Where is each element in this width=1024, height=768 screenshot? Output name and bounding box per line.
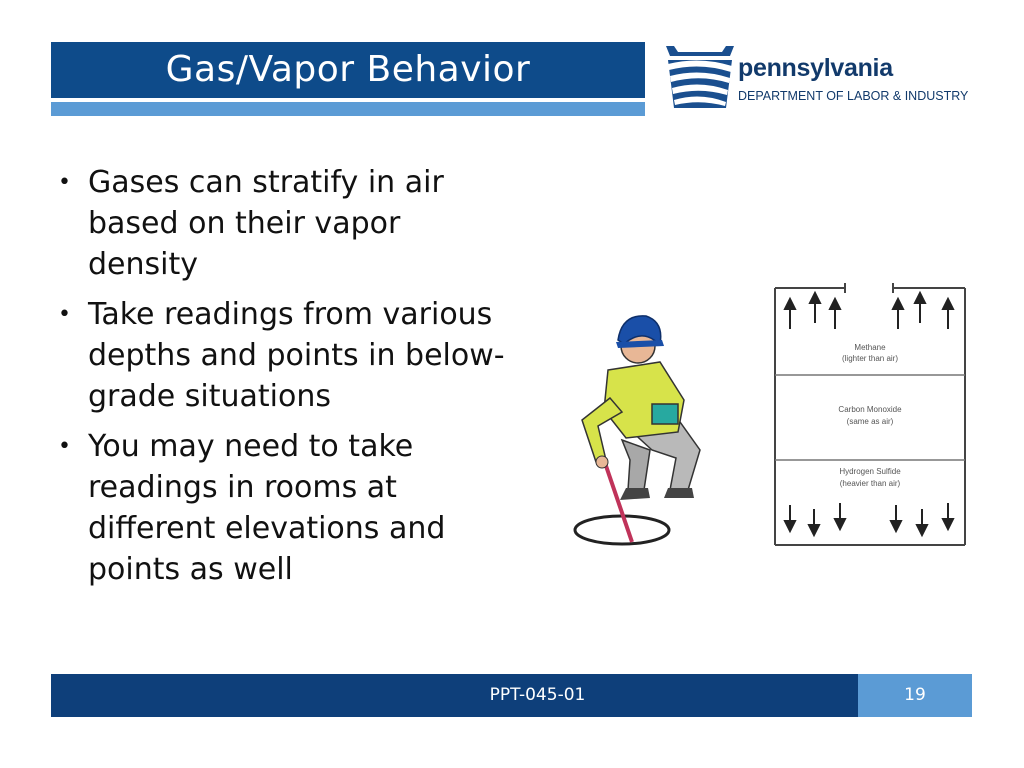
diagram-middle-note: (same as air) bbox=[846, 417, 894, 426]
bullet-text: Gases can stratify in air based on their vapor density bbox=[88, 165, 444, 282]
bullet-text: Take readings from various depths and points in below-grade situations bbox=[88, 297, 505, 414]
diagram-top-gas: Methane bbox=[854, 343, 886, 352]
bullet-item bbox=[58, 294, 518, 417]
worker-gas-monitor-illustration bbox=[560, 300, 725, 550]
bullet-item bbox=[58, 426, 518, 590]
logo-wordmark: pennsylvania bbox=[738, 54, 893, 82]
slide-number: 19 bbox=[904, 685, 926, 705]
logo-department: DEPARTMENT OF LABOR & INDUSTRY bbox=[738, 89, 969, 103]
bullet-text: You may need to take readings in rooms at different elevations and points as well bbox=[88, 429, 446, 587]
bullet-list bbox=[58, 162, 518, 599]
slide-title: Gas/Vapor Behavior bbox=[165, 49, 531, 90]
diagram-bottom-gas: Hydrogen Sulfide bbox=[839, 467, 901, 476]
bullet-dot-icon: • bbox=[58, 434, 71, 459]
bullet-dot-icon: • bbox=[58, 302, 71, 327]
diagram-bottom-note: (heavier than air) bbox=[839, 479, 901, 488]
title-accent-stripe bbox=[51, 102, 645, 116]
bullet-item bbox=[58, 162, 518, 285]
gas-stratification-diagram bbox=[770, 283, 970, 548]
diagram-middle-gas: Carbon Monoxide bbox=[838, 405, 902, 414]
footer-document-code: PPT-045-01 bbox=[489, 685, 586, 705]
diagram-top-note: (lighter than air) bbox=[841, 354, 899, 363]
bullet-dot-icon: • bbox=[58, 170, 71, 195]
